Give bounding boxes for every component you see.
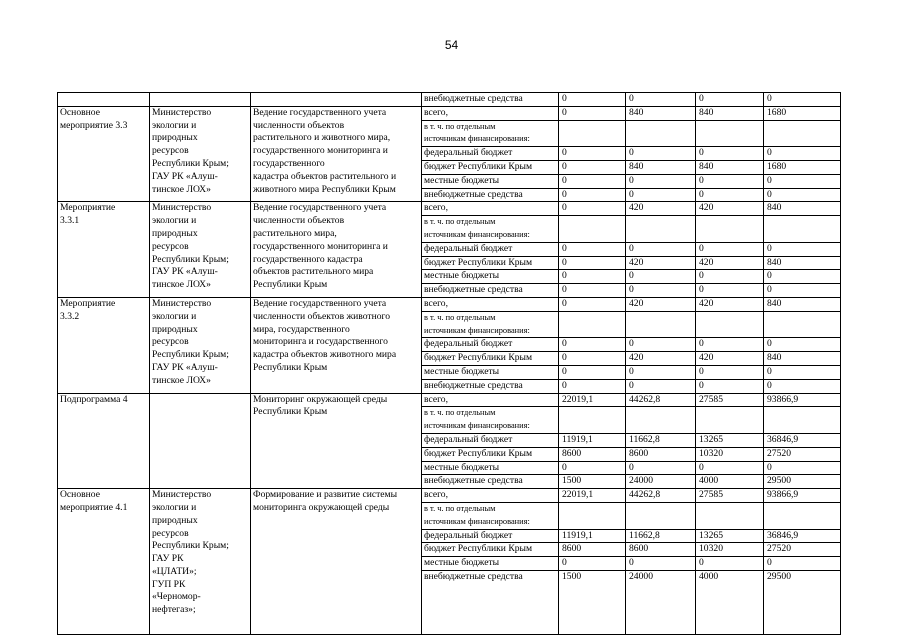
amount-cell: 420 — [626, 202, 696, 216]
amount-cell — [764, 407, 841, 434]
amount-cell: 420 — [626, 352, 696, 366]
amount-cell — [696, 311, 764, 338]
executor-cell — [150, 393, 251, 489]
amount-cell: 29500 — [764, 570, 841, 634]
funding-source-cell: в т. ч. по отдельным источникам финансирования: — [422, 407, 559, 434]
amount-cell: 0 — [559, 557, 626, 571]
amount-cell: 29500 — [764, 475, 841, 489]
amount-cell: 0 — [696, 284, 764, 298]
amount-cell: 0 — [626, 93, 696, 107]
amount-cell — [696, 502, 764, 529]
amount-cell — [626, 502, 696, 529]
amount-cell: 1500 — [559, 475, 626, 489]
amount-cell: 0 — [764, 365, 841, 379]
amount-cell: 8600 — [559, 543, 626, 557]
amount-cell: 0 — [626, 365, 696, 379]
table-row — [58, 297, 841, 311]
measure-name-cell: Подпрограмма 4 — [58, 393, 150, 489]
amount-cell: 8600 — [559, 447, 626, 461]
description-cell — [251, 93, 422, 107]
amount-cell: 44262,8 — [626, 393, 696, 407]
amount-cell: 0 — [764, 284, 841, 298]
funding-source-cell: бюджет Республики Крым — [422, 256, 559, 270]
amount-cell: 0 — [626, 242, 696, 256]
table-row — [58, 93, 841, 107]
amount-cell: 840 — [764, 202, 841, 216]
amount-cell: 0 — [696, 147, 764, 161]
amount-cell — [764, 502, 841, 529]
amount-cell: 11919,1 — [559, 529, 626, 543]
measure-name-cell: Мероприятие 3.3.2 — [58, 297, 150, 393]
amount-cell: 0 — [559, 461, 626, 475]
amount-cell: 0 — [764, 93, 841, 107]
amount-cell: 840 — [696, 160, 764, 174]
executor-cell: Министерство экологии и природных ресурсов Республики Крым; ГАУ РК «ЦЛАТИ»; ГУП РК «Черномор- нефтегаз»; — [150, 489, 251, 635]
amount-cell — [559, 120, 626, 147]
amount-cell: 22019,1 — [559, 393, 626, 407]
amount-cell: 0 — [696, 93, 764, 107]
amount-cell: 0 — [559, 297, 626, 311]
measure-name-cell — [58, 93, 150, 107]
amount-cell: 1500 — [559, 570, 626, 634]
amount-cell: 840 — [764, 256, 841, 270]
funding-source-cell: внебюджетные средства — [422, 570, 559, 634]
page-number: 54 — [444, 38, 459, 52]
amount-cell: 0 — [626, 188, 696, 202]
funding-source-cell: местные бюджеты — [422, 461, 559, 475]
amount-cell: 11919,1 — [559, 433, 626, 447]
amount-cell: 11662,8 — [626, 433, 696, 447]
funding-source-cell: федеральный бюджет — [422, 529, 559, 543]
amount-cell: 0 — [626, 379, 696, 393]
amount-cell: 13265 — [696, 529, 764, 543]
amount-cell: 24000 — [626, 570, 696, 634]
funding-source-cell: всего, — [422, 106, 559, 120]
funding-source-cell: всего, — [422, 393, 559, 407]
amount-cell: 0 — [626, 147, 696, 161]
funding-source-cell: местные бюджеты — [422, 174, 559, 188]
amount-cell: 420 — [626, 256, 696, 270]
executor-cell: Министерство экологии и природных ресурсов Республики Крым; ГАУ РК «Алуш- тинское ЛОХ» — [150, 202, 251, 298]
description-cell: Ведение государственного учета численности объектов растительного и животного мира, государственного мониторинга и государственного кадастра объектов растительного и животного мира Республики Крым — [251, 106, 422, 202]
amount-cell: 0 — [559, 365, 626, 379]
funding-source-cell: местные бюджеты — [422, 557, 559, 571]
funding-source-cell: внебюджетные средства — [422, 284, 559, 298]
amount-cell: 0 — [559, 202, 626, 216]
description-cell: Ведение государственного учета численности объектов растительного мира, государственного мониторинга и государственного кадастра объектов растительного мира Республики Крым — [251, 202, 422, 298]
amount-cell: 0 — [559, 174, 626, 188]
amount-cell: 0 — [764, 461, 841, 475]
amount-cell: 0 — [626, 284, 696, 298]
amount-cell: 8600 — [626, 447, 696, 461]
amount-cell: 0 — [559, 352, 626, 366]
amount-cell: 420 — [626, 297, 696, 311]
amount-cell: 44262,8 — [626, 489, 696, 503]
amount-cell: 0 — [626, 338, 696, 352]
amount-cell: 0 — [696, 174, 764, 188]
funding-source-cell: федеральный бюджет — [422, 433, 559, 447]
amount-cell: 13265 — [696, 433, 764, 447]
amount-cell: 10320 — [696, 447, 764, 461]
description-cell: Мониторинг окружающей среды Республики Крым — [251, 393, 422, 489]
funding-source-cell: внебюджетные средства — [422, 188, 559, 202]
executor-cell: Министерство экологии и природных ресурсов Республики Крым; ГАУ РК «Алуш- тинское ЛОХ» — [150, 106, 251, 202]
funding-source-cell: внебюджетные средства — [422, 475, 559, 489]
amount-cell: 0 — [696, 461, 764, 475]
amount-cell: 0 — [696, 379, 764, 393]
funding-source-cell: местные бюджеты — [422, 270, 559, 284]
amount-cell: 1680 — [764, 106, 841, 120]
amount-cell: 0 — [626, 270, 696, 284]
funding-source-cell: внебюджетные средства — [422, 93, 559, 107]
amount-cell — [764, 216, 841, 243]
funding-source-cell: бюджет Республики Крым — [422, 543, 559, 557]
amount-cell — [696, 407, 764, 434]
amount-cell — [626, 120, 696, 147]
amount-cell: 0 — [696, 557, 764, 571]
funding-source-cell: федеральный бюджет — [422, 242, 559, 256]
amount-cell — [559, 311, 626, 338]
description-cell: Формирование и развитие системы мониторинга окружающей среды — [251, 489, 422, 635]
amount-cell: 27520 — [764, 543, 841, 557]
amount-cell: 0 — [559, 188, 626, 202]
funding-source-cell: федеральный бюджет — [422, 147, 559, 161]
amount-cell: 840 — [764, 297, 841, 311]
amount-cell — [559, 502, 626, 529]
amount-cell — [626, 311, 696, 338]
amount-cell: 22019,1 — [559, 489, 626, 503]
amount-cell: 0 — [559, 256, 626, 270]
amount-cell: 24000 — [626, 475, 696, 489]
amount-cell: 0 — [764, 147, 841, 161]
table-row — [58, 106, 841, 120]
measure-name-cell: Мероприятие 3.3.1 — [58, 202, 150, 298]
amount-cell: 0 — [696, 338, 764, 352]
amount-cell — [696, 216, 764, 243]
amount-cell: 0 — [764, 270, 841, 284]
funding-source-cell: в т. ч. по отдельным источникам финансирования: — [422, 311, 559, 338]
amount-cell: 10320 — [696, 543, 764, 557]
amount-cell: 0 — [559, 270, 626, 284]
funding-source-cell: местные бюджеты — [422, 365, 559, 379]
amount-cell: 0 — [559, 284, 626, 298]
funding-source-cell: всего, — [422, 297, 559, 311]
financing-table — [57, 92, 841, 635]
amount-cell: 840 — [696, 106, 764, 120]
table-row — [58, 202, 841, 216]
amount-cell: 27585 — [696, 393, 764, 407]
amount-cell: 420 — [696, 256, 764, 270]
amount-cell — [559, 407, 626, 434]
amount-cell: 0 — [696, 242, 764, 256]
amount-cell: 93866,9 — [764, 489, 841, 503]
amount-cell: 27520 — [764, 447, 841, 461]
amount-cell — [626, 216, 696, 243]
amount-cell: 0 — [764, 379, 841, 393]
amount-cell: 0 — [559, 379, 626, 393]
amount-cell: 0 — [764, 338, 841, 352]
amount-cell: 0 — [696, 188, 764, 202]
amount-cell: 27585 — [696, 489, 764, 503]
table-row — [58, 489, 841, 503]
amount-cell — [626, 407, 696, 434]
amount-cell: 0 — [696, 270, 764, 284]
executor-cell: Министерство экологии и природных ресурсов Республики Крым; ГАУ РК «Алуш- тинское ЛОХ» — [150, 297, 251, 393]
amount-cell: 840 — [764, 352, 841, 366]
amount-cell: 0 — [559, 106, 626, 120]
funding-source-cell: бюджет Республики Крым — [422, 160, 559, 174]
amount-cell: 36846,9 — [764, 433, 841, 447]
table-row — [58, 393, 841, 407]
amount-cell: 0 — [626, 557, 696, 571]
amount-cell: 4000 — [696, 475, 764, 489]
amount-cell: 0 — [626, 461, 696, 475]
funding-source-cell: в т. ч. по отдельным источникам финансирования: — [422, 120, 559, 147]
amount-cell: 0 — [764, 557, 841, 571]
amount-cell: 0 — [559, 338, 626, 352]
amount-cell — [696, 120, 764, 147]
description-cell: Ведение государственного учета численности объектов животного мира, государственного мониторинга и государственного кадастра объектов животного мира Республики Крым — [251, 297, 422, 393]
amount-cell: 0 — [626, 174, 696, 188]
funding-source-cell: в т. ч. по отдельным источникам финансирования: — [422, 502, 559, 529]
measure-name-cell: Основное мероприятие 3.3 — [58, 106, 150, 202]
amount-cell: 4000 — [696, 570, 764, 634]
amount-cell: 0 — [559, 93, 626, 107]
amount-cell — [764, 311, 841, 338]
amount-cell: 420 — [696, 352, 764, 366]
amount-cell: 0 — [559, 147, 626, 161]
amount-cell: 0 — [559, 242, 626, 256]
amount-cell: 840 — [626, 160, 696, 174]
amount-cell: 0 — [764, 174, 841, 188]
funding-source-cell: бюджет Республики Крым — [422, 352, 559, 366]
funding-source-cell: федеральный бюджет — [422, 338, 559, 352]
funding-source-cell: всего, — [422, 202, 559, 216]
amount-cell: 840 — [626, 106, 696, 120]
amount-cell: 420 — [696, 297, 764, 311]
measure-name-cell: Основное мероприятие 4.1 — [58, 489, 150, 635]
amount-cell: 420 — [696, 202, 764, 216]
funding-source-cell: бюджет Республики Крым — [422, 447, 559, 461]
funding-source-cell: всего, — [422, 489, 559, 503]
amount-cell: 36846,9 — [764, 529, 841, 543]
amount-cell: 0 — [696, 365, 764, 379]
funding-source-cell: внебюджетные средства — [422, 379, 559, 393]
amount-cell: 0 — [559, 160, 626, 174]
amount-cell: 8600 — [626, 543, 696, 557]
funding-source-cell: в т. ч. по отдельным источникам финансирования: — [422, 216, 559, 243]
amount-cell — [559, 216, 626, 243]
amount-cell — [764, 120, 841, 147]
amount-cell: 0 — [764, 242, 841, 256]
amount-cell: 0 — [764, 188, 841, 202]
amount-cell: 11662,8 — [626, 529, 696, 543]
amount-cell: 1680 — [764, 160, 841, 174]
executor-cell — [150, 93, 251, 107]
amount-cell: 93866,9 — [764, 393, 841, 407]
